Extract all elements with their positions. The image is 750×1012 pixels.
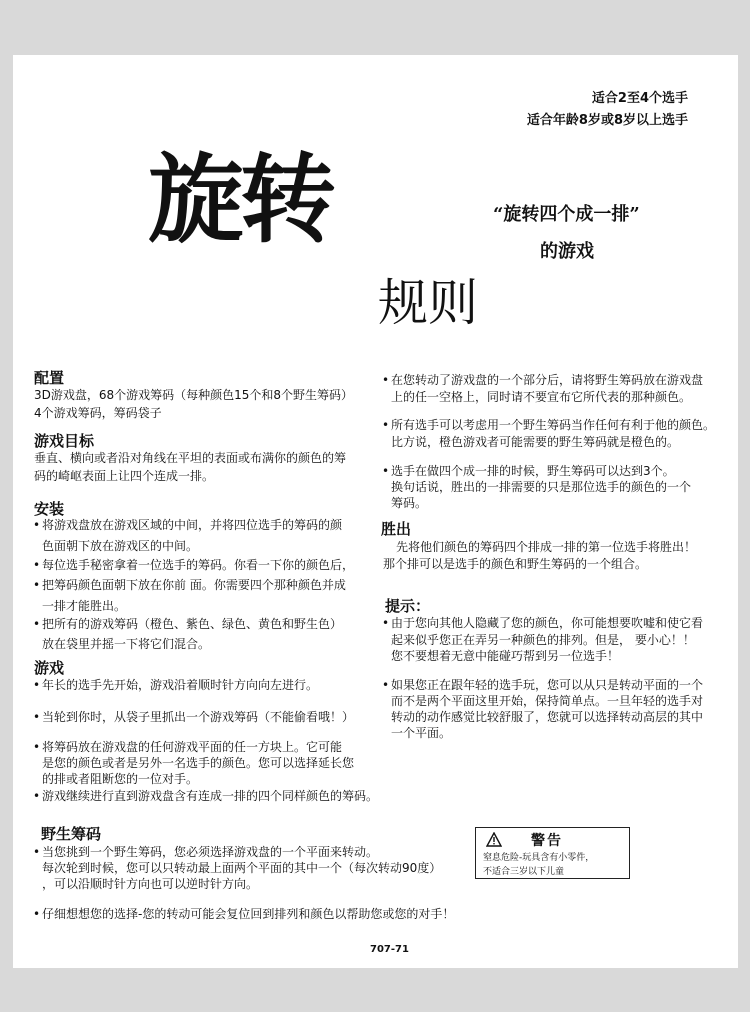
warning-box <box>475 827 630 879</box>
tips-line: 而不是两个平面这里开始，保持简单点。一旦年轻的选手对 <box>391 694 704 708</box>
tips-line: 您不要想着无意中能碰巧帮到另一位选手！ <box>391 649 620 663</box>
goal-heading: 游戏目标 <box>34 432 95 450</box>
slogan-line-1: “旋转四个成一排” <box>493 204 640 225</box>
game-title: 旋转 <box>148 143 332 256</box>
warning-title: 警告 <box>531 833 563 849</box>
wild-rule-line: 比方说，橙色游戏者可能需要的野生筹码就是橙色的。 <box>391 435 680 449</box>
tips-line: 一个平面。 <box>391 726 452 740</box>
play-line: 的排或者阻断您的一位对手。 <box>42 772 199 786</box>
product-code: 707-71 <box>370 944 409 955</box>
win-heading: 胜出 <box>381 520 412 538</box>
play-heading: 游戏 <box>34 659 65 677</box>
player-info <box>527 88 688 132</box>
wild-rule-line: • 所有选手可以考虑用一个野生筹码当作任何有利于他的颜色。 <box>391 417 715 434</box>
wild-rule-line: 上的任一空格上，同时请不要宣布它所代表的那种颜色。 <box>391 390 692 404</box>
win-line: 先将他们颜色的筹码四个排成一排的第一位选手将胜出！ <box>396 540 697 554</box>
player-count: 适合2至4个选手 <box>591 91 688 106</box>
setup-line: • 把筹码颜色面朝下放在你前 面。你需要四个那种颜色并成 <box>42 577 346 594</box>
warning-text: 窒息危险-玩具含有小零件， <box>483 853 595 863</box>
win-line: 那个排可以是选手的颜色和野生筹码的一个组合。 <box>383 557 648 571</box>
tips-line: • 由于您向其他人隐藏了您的颜色，你可能想要吹嘘和使它看 <box>391 615 703 632</box>
setup-line: • 每位选手秘密拿着一位选手的筹码。你看一下你的颜色后， <box>42 557 354 574</box>
wild-line: • 仔细想想您的选择-您的转动可能会复位回到排列和颜色以帮助您或您的对手！ <box>42 906 454 923</box>
config-line: 3D游戏盘，68个游戏筹码（每种颜色15个和8个野生筹码） <box>34 388 354 402</box>
slogan-line-2: 的游戏 <box>540 241 594 262</box>
wild-rule-line: • 选手在做四个成一排的时候，野生筹码可以达到3个。 <box>391 463 675 480</box>
rules-sheet <box>13 55 738 968</box>
goal-line: 垂直、横向或者沿对角线在平坦的表面或布满你的颜色的筹 <box>34 451 347 465</box>
setup-heading: 安装 <box>34 500 65 518</box>
wild-line: • 当您挑到一个野生筹码，您必须选择游戏盘的一个平面来转动。 <box>42 844 378 861</box>
wild-rule-line: • 在您转动了游戏盘的一个部分后，请将野生筹码放在游戏盘 <box>391 372 703 389</box>
tips-line: • 如果您正在跟年轻的选手玩，您可以从只是转动平面的一个 <box>391 677 703 694</box>
play-line: • 将筹码放在游戏盘的任何游戏平面的任一方块上。它可能 <box>42 739 342 756</box>
config-heading: 配置 <box>34 369 65 387</box>
setup-line: 一排才能胜出。 <box>42 599 127 613</box>
wild-rule-line: 换句话说，胜出的一排需要的只是那位选手的颜色的一个 <box>391 480 692 494</box>
warning-text: 不适合三岁以下儿童 <box>483 867 565 877</box>
setup-line: 放在袋里并摇一下将它们混合。 <box>42 637 211 651</box>
play-line: • 年长的选手先开始，游戏沿着顺时针方向向左进行。 <box>42 677 318 694</box>
rules-title: 规则 <box>378 274 478 332</box>
age-range: 适合年龄8岁或8岁以上选手 <box>526 113 688 128</box>
config-line: 4个游戏筹码，筹码袋子 <box>34 406 162 420</box>
setup-line: 色面朝下放在游戏区的中间。 <box>42 539 199 553</box>
setup-line: • 将游戏盘放在游戏区域的中间，并将四位选手的筹码的颜 <box>42 517 342 534</box>
tips-line: 起来似乎您正在弄另一种颜色的排列。但是， 要小心！！ <box>391 633 695 647</box>
tips-heading: 提示： <box>385 597 431 615</box>
wild-line: ，可以沿顺时针方向也可以逆时针方向。 <box>42 877 259 891</box>
wild-heading: 野生筹码 <box>41 825 102 843</box>
warning-triangle-icon <box>486 832 502 847</box>
play-line: • 游戏继续进行直到游戏盘含有连成一排的四个同样颜色的筹码。 <box>42 788 378 805</box>
tips-line: 转动的动作感觉比较舒服了，您就可以选择转动高层的其中 <box>391 710 704 724</box>
wild-line: 每次轮到时候，您可以只转动最上面两个平面的其中一个（每次转动90度） <box>42 861 442 875</box>
play-line: • 当轮到你时，从袋子里抓出一个游戏筹码（不能偷看哦！） <box>42 709 354 726</box>
setup-line: • 把所有的游戏筹码（橙色、紫色、绿色、黄色和野生色） <box>42 616 342 633</box>
play-line: 是您的颜色或者是另外一名选手的颜色。您可以选择延长您 <box>42 756 355 770</box>
goal-line: 码的崎岖表面上让四个连成一排。 <box>34 469 215 483</box>
wild-rule-line: 筹码。 <box>391 496 428 510</box>
